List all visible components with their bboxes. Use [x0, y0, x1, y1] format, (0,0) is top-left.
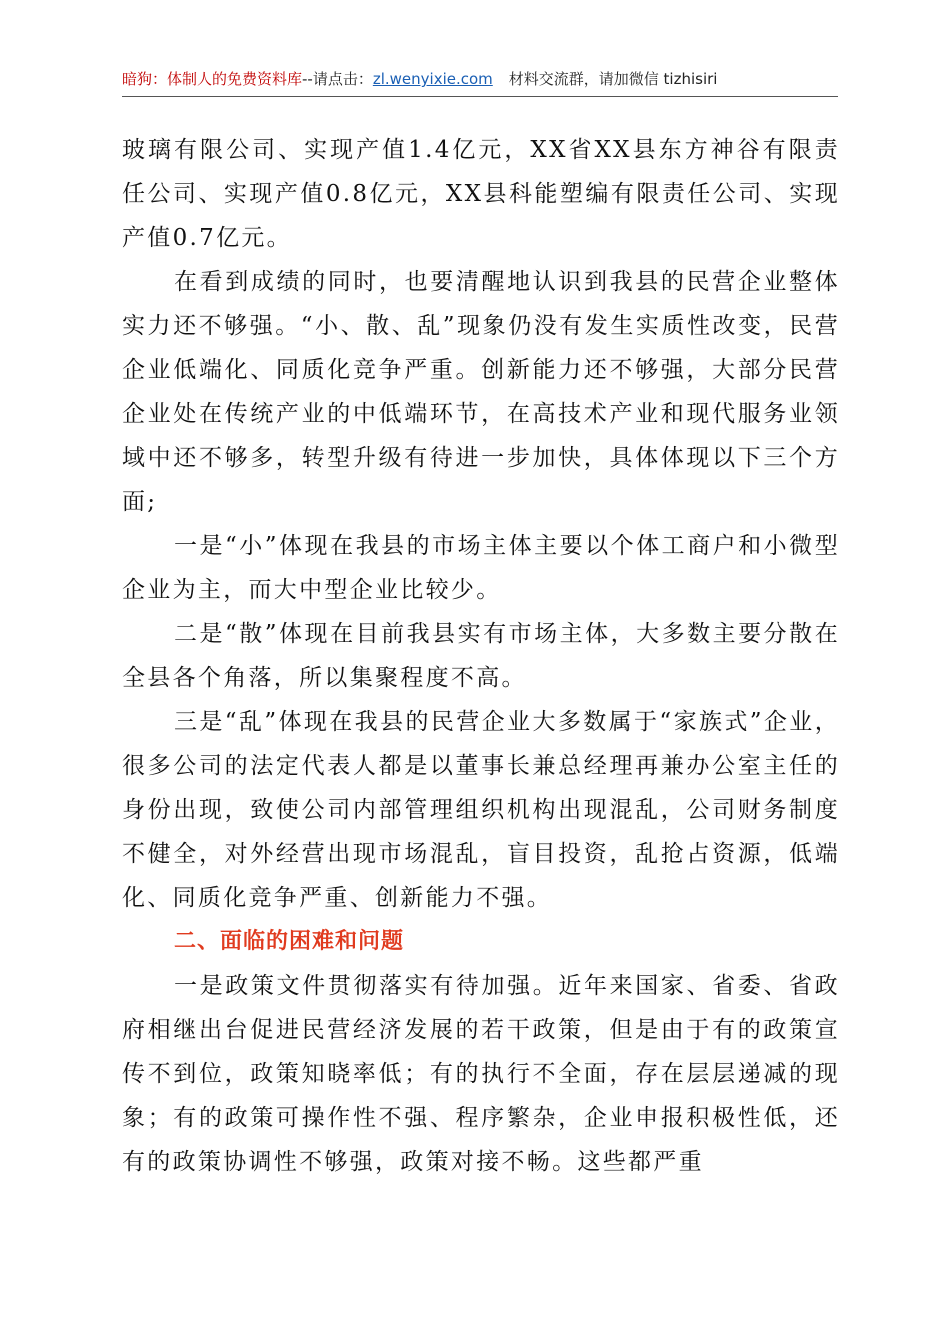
header-separator: --请点击：	[302, 70, 373, 88]
header-link[interactable]: zl.wenyixie.com	[372, 70, 493, 88]
paragraph-disorder: 三是“乱”体现在我县的民营企业大多数属于“家族式”企业，很多公司的法定代表人都是以董事长兼总经理再兼办公室主任的身份出现，致使公司内部管理组织机构出现混乱，公司财务制度不健全，对外经营出现市场混乱，盲目投资，乱抢占资源，低端化、同质化竞争严重、创新能力不强。	[122, 709, 840, 911]
page-header	[122, 66, 838, 97]
document-body	[122, 128, 840, 1184]
paragraph-policy: 一是政策文件贯彻落实有待加强。近年来国家、省委、省政府相继出台促进民营经济发展的若干政策，但是由于有的政策宣传不到位，政策知晓率低；有的执行不全面，存在层层递减的现象；有的政策可操作性不强、程序繁杂，企业申报积极性低，还有的政策协调性不够强，政策对接不畅。这些都严重	[122, 973, 840, 1175]
section-heading: 二、面临的困难和问题	[174, 929, 405, 954]
paragraph-continuation: 玻璃有限公司、实现产值1.4亿元，XX省XX县东方神谷有限责任公司、实现产值0.8亿元，XX县科能塑编有限责任公司、实现产值0.7亿元。	[122, 137, 840, 251]
header-contact: 材料交流群，请加微信 tizhisiri	[508, 70, 718, 88]
paragraph-small: 一是“小”体现在我县的市场主体主要以个体工商户和小微型企业为主，而大中型企业比较少。	[122, 533, 840, 603]
header-brand: 暗狗：体制人的免费资料库	[122, 70, 303, 88]
paragraph-assessment: 在看到成绩的同时，也要清醒地认识到我县的民营企业整体实力还不够强。“小、散、乱”现象仍没有发生实质性改变，民营企业低端化、同质化竞争严重。创新能力还不够强，大部分民营企业处在传统产业的中低端环节，在高技术产业和现代服务业领域中还不够多，转型升级有待进一步加快，具体体现以下三个方面;	[122, 269, 840, 515]
paragraph-scattered: 二是“散”体现在目前我县实有市场主体，大多数主要分散在全县各个角落，所以集聚程度不高。	[122, 621, 840, 691]
